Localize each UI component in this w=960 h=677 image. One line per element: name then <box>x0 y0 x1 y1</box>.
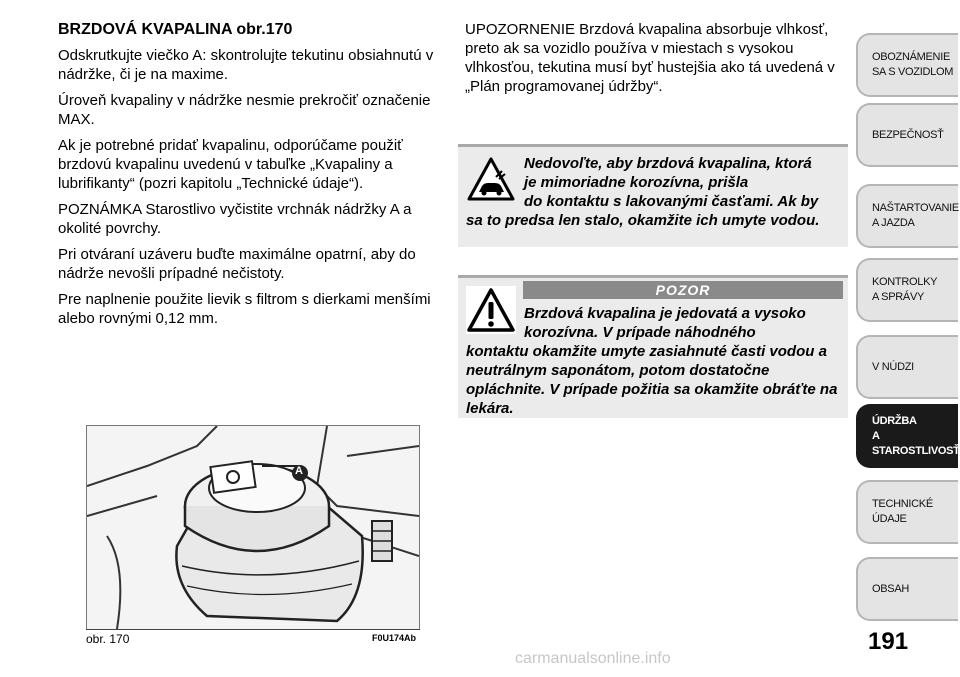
tab-v-nudzi[interactable]: V NÚDZI <box>856 335 958 399</box>
pozor-header: POZOR <box>523 281 843 299</box>
paragraph: Pre naplnenie použite lievik s filtrom s dierkami menšími alebo rovnými 0,12 mm. <box>58 291 431 327</box>
warning-line: sa to predsa len stalo, okamžite ich umyte vodou. <box>466 212 820 229</box>
tab-obsah[interactable]: OBSAH <box>856 557 958 621</box>
paragraph: Úroveň kvapaliny v nádržke nesmie prekročiť označenie MAX. <box>58 92 431 128</box>
warning-line: Nedovoľte, aby brzdová kvapalina, ktorá <box>524 155 812 172</box>
right-column <box>465 20 845 96</box>
chapter-sidebar <box>856 0 960 677</box>
paragraph: Pri otváraní uzáveru buďte maximálne opatrní, aby do nádrže nevošli prípadné nečistoty. <box>58 246 416 282</box>
tab-technicke-udaje[interactable]: TECHNICKÉ ÚDAJE <box>856 480 958 544</box>
paragraph: Ak je potrebné pridať kvapalinu, odporúčame použiť brzdovú kvapalinu uvedenú v tabuľke „Kvapaliny a lubrifikanty“ (pozri kapitolu „Technické údaje“). <box>58 137 403 192</box>
warning-line: je mimoriadne korozívna, prišla <box>524 174 749 191</box>
tab-bezpecnost[interactable]: BEZPEČNOSŤ <box>856 103 958 167</box>
watermark: carmanualsonline.info <box>515 650 671 667</box>
warning-line: do kontaktu s lakovanými časťami. Ak by <box>524 193 819 210</box>
paragraph: Odskrutkujte viečko A: skontrolujte tekutinu obsiahnutú v nádržke, či je na maxime. <box>58 47 434 83</box>
callout-label-a: A <box>295 465 303 477</box>
poison-warning-box <box>458 275 848 418</box>
warning-line: kontaktu okamžite umyte zasiahnuté časti vodou a neutrálnym saponátom, potom dostatočne opláchnite. V prípade požitia sa okamžite obráťte na lekára. <box>466 343 838 417</box>
figure-code: F0U174Ab <box>371 633 416 643</box>
warning-line: Brzdová kvapalina je jedovatá a vysoko <box>524 305 806 322</box>
note-paragraph: UPOZORNENIE Brzdová kvapalina absorbuje vlhkosť, preto ak sa vozidlo používa v miestach s vysokou vlhkosťou, tekutina musí byť hustejšia ako tá uvedená v „Plán programovanej údržby“. <box>465 21 835 95</box>
tab-nastartovanie[interactable]: NAŠTARTOVANIE A JAZDA <box>856 184 958 248</box>
poison-warning-text <box>466 304 844 418</box>
paint-warning-box <box>458 144 848 247</box>
tab-oboznamenie[interactable]: OBOZNÁMENIE SA S VOZIDLOM <box>856 33 958 97</box>
tab-udrzba[interactable]: ÚDRŽBA A STAROSTLIVOSŤ <box>856 404 958 468</box>
left-column <box>58 20 443 335</box>
figure-label: obr. 170 <box>86 632 130 646</box>
figure-caption <box>86 629 420 647</box>
paragraph: POZNÁMKA Starostlivo vyčistite vrchnák nádržky A a okolité povrchy. <box>58 201 412 237</box>
section-title: BRZDOVÁ KVAPALINA obr.170 <box>58 21 293 38</box>
warning-line: korozívna. V prípade náhodného <box>524 324 756 341</box>
tab-kontrolky[interactable]: KONTROLKY A SPRÁVY <box>856 258 958 322</box>
paint-warning-text <box>466 154 844 230</box>
brake-fluid-reservoir-illustration <box>86 425 420 630</box>
page-number: 191 <box>868 628 909 655</box>
